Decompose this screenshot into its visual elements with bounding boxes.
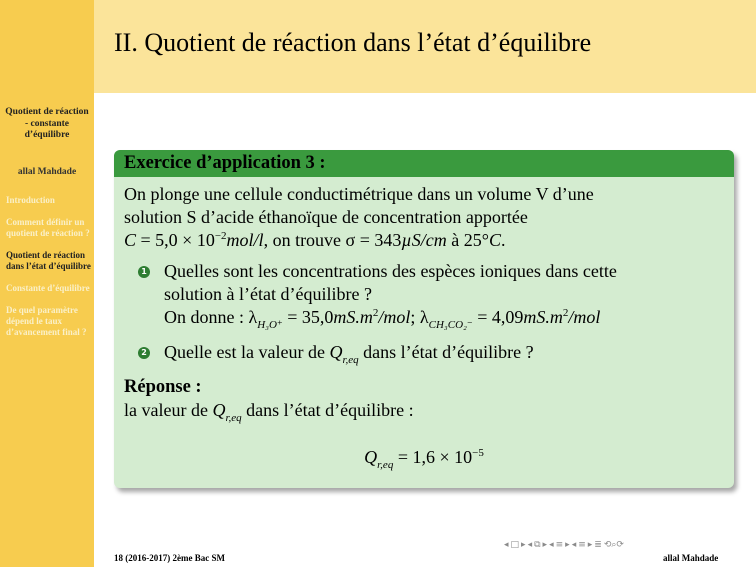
conc-exp: −2 <box>214 230 227 242</box>
q1-given-sub2: CH₃CO₂⁻ <box>428 319 473 331</box>
nav-prev-subsection-icon[interactable]: ◂ <box>527 540 533 550</box>
answer-var: Q <box>212 400 226 420</box>
nav-first-icon[interactable]: ◂ <box>504 540 509 550</box>
sidebar-top <box>0 0 94 93</box>
q1-given-unit2: mS.m <box>523 307 563 327</box>
q1-given-unit1: mS.m <box>333 307 373 327</box>
nav-next-section-icon[interactable]: ▸ <box>565 540 570 550</box>
conc-unit: mol/l <box>226 230 264 250</box>
answer-title: Réponse : <box>124 377 202 397</box>
nav-subsection-icon[interactable]: ⧉ <box>534 540 541 550</box>
nav-next-doc-icon[interactable]: ▸ <box>587 540 593 550</box>
conc-var: C <box>124 230 137 250</box>
q2-suffix: dans l’état d’équilibre ? <box>358 342 534 362</box>
sidebar-title: Quotient de réaction - constante d’équilibre <box>5 107 89 140</box>
nav-prev-section-icon[interactable]: ◂ <box>549 540 554 550</box>
q1-unit-exp-2: 2 <box>562 307 569 319</box>
question-2 <box>124 341 724 364</box>
intro-line-1: On plonge une cellule conductimétrique dans un volume V d’une <box>124 184 594 204</box>
q1-line-2: solution à l’état d’équilibre ? <box>164 284 372 304</box>
header <box>94 0 756 93</box>
nav-align-icon[interactable]: ≣ <box>594 540 602 550</box>
nav-next-icon[interactable]: ▸ <box>521 540 526 550</box>
exercise-body <box>114 177 734 475</box>
nav-frame-icon[interactable]: □ <box>510 540 520 550</box>
result-exp: −5 <box>472 447 484 459</box>
q2-var: Q <box>329 342 343 362</box>
nav-prev-doc-icon[interactable]: ◂ <box>571 540 577 550</box>
question-1 <box>124 260 724 329</box>
temp-unit: C <box>488 230 501 250</box>
nav-next-subsection-icon[interactable]: ▸ <box>542 540 548 550</box>
q1-given-val1: = 35,0 <box>282 307 334 327</box>
sidebar-author: allal Mahdade <box>17 167 77 177</box>
intro-line-2: solution S d’acide éthanoïque de concentration apportée <box>124 207 528 227</box>
answer-prefix: la valeur de <box>124 400 213 420</box>
sidebar <box>0 0 94 567</box>
beamer-navigation <box>504 540 624 552</box>
sidebar-item-equilibrium-constant[interactable]: Constante d’équilibre <box>6 283 90 293</box>
exercise-block-header <box>114 150 734 177</box>
question-list <box>124 260 724 364</box>
exercise-title: Exercice d’application 3 : <box>124 153 326 173</box>
bullet-1-icon: 1 <box>138 266 150 278</box>
page-title: II. Quotient de réaction dans l’état d’équilibre <box>114 28 592 57</box>
answer-line <box>124 399 724 422</box>
intro-line-3 <box>124 229 724 252</box>
q2-sub: r,eq <box>342 354 359 366</box>
footer-right: allal Mahdade <box>663 553 719 563</box>
answer-suffix: dans l’état d’équilibre : <box>241 400 414 420</box>
conc-value: = 5,0 × 10 <box>136 230 215 250</box>
q1-line-1: Quelles sont les concentrations des espèces ioniques dans cette <box>164 261 617 281</box>
nav-search-icon[interactable]: ⟲⌕⟳ <box>603 540 624 550</box>
sigma-unit: µS/cm <box>401 230 447 250</box>
q1-unit-tail-1: /mol <box>378 307 411 327</box>
q2-line <box>164 341 724 364</box>
q1-given-val2: = 4,09 <box>472 307 524 327</box>
q1-given-sep: ; λ <box>410 307 429 327</box>
q1-unit-exp-1: 2 <box>372 307 379 319</box>
bullet-2-icon: 2 <box>138 347 150 359</box>
sidebar-nav <box>6 195 92 349</box>
q1-given-prefix: On donne : λ <box>164 307 258 327</box>
sidebar-item-quotient-equilibrium[interactable]: Quotient de réaction dans l’état d’équilibre <box>6 250 91 271</box>
sidebar-item-final-rate[interactable]: De quel paramètre dépend le taux d’avancement final ? <box>6 305 87 337</box>
result-sub: r,eq <box>377 459 394 471</box>
nav-doc-icon[interactable]: ≡ <box>578 540 586 550</box>
nav-section-icon[interactable]: ≡ <box>555 540 564 550</box>
exercise-block <box>114 150 734 488</box>
q1-unit-tail-2: /mol <box>568 307 601 327</box>
q1-given <box>164 306 724 329</box>
q2-prefix: Quelle est la valeur de <box>164 342 330 362</box>
result-var: Q <box>364 447 378 467</box>
result-formula <box>124 446 724 469</box>
sidebar-item-define-quotient[interactable]: Comment définir un quotient de réaction ? <box>6 217 90 238</box>
sidebar-item-introduction[interactable]: Introduction <box>6 195 55 205</box>
result-value: = 1,6 × 10 <box>393 447 473 467</box>
sigma-text: , on trouve σ = 343 <box>263 230 402 250</box>
answer-sub: r,eq <box>225 412 242 424</box>
temp-end: . <box>500 230 506 250</box>
q1-given-sub1: H₃O⁺ <box>257 319 283 331</box>
temp-text: à 25° <box>446 230 489 250</box>
footer-left: 18 (2016-2017) 2ème Bac SM <box>114 553 225 563</box>
